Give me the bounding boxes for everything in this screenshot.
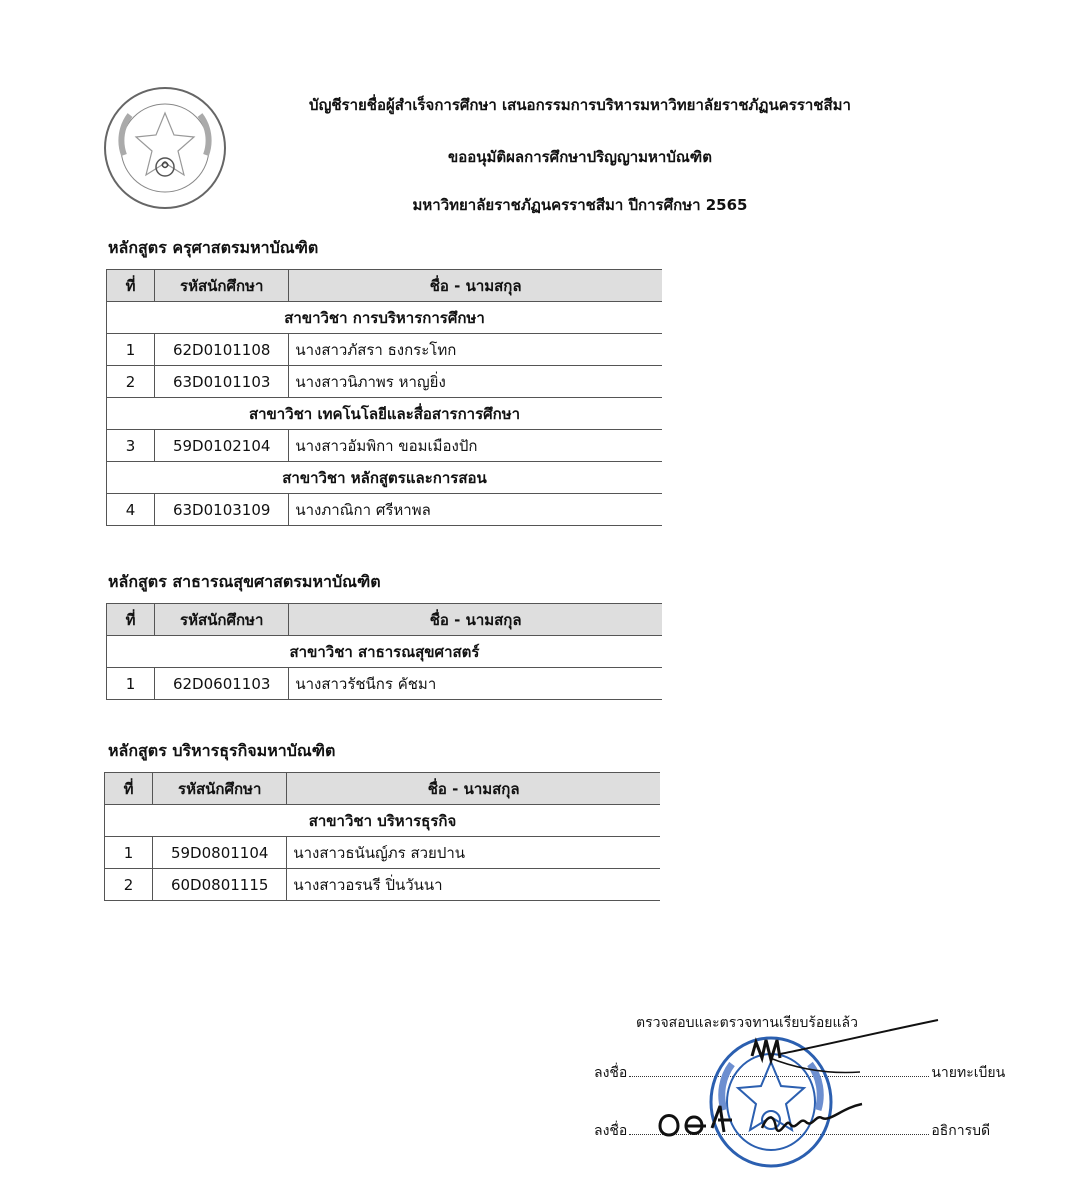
row-name: นางสาวอรนรี ปิ่นวันนา <box>287 869 660 901</box>
row-student-id: 59D0801104 <box>153 837 287 869</box>
col-header-name: ชื่อ - นามสกุล <box>289 270 662 302</box>
row-no: 3 <box>107 430 155 462</box>
row-name: นางภาณิกา ศรีหาพล <box>289 494 662 526</box>
header-line-1: บัญชีรายชื่อผู้สำเร็จการศึกษา เสนอกรรมการบริหารมหาวิทยาลัยราชภัฏนครราชสีมา <box>309 96 851 114</box>
sign-label: ลงชื่อ <box>594 1065 628 1081</box>
program-title: หลักสูตร บริหารธุรกิจมหาบัณฑิต <box>108 741 336 760</box>
col-header-no: ที่ <box>107 270 155 302</box>
role-president: อธิการบดี <box>931 1123 991 1139</box>
row-no: 2 <box>107 366 155 398</box>
program-title: หลักสูตร ครุศาสตรมหาบัณฑิต <box>108 238 319 257</box>
col-header-no: ที่ <box>107 604 155 636</box>
row-name: นางสาวนิภาพร หาญยิ่ง <box>289 366 662 398</box>
row-student-id: 59D0102104 <box>155 430 289 462</box>
row-name: นางสาวภัสรา ธงกระโทก <box>289 334 662 366</box>
row-no: 1 <box>107 668 155 700</box>
registrar-signature-icon <box>740 1018 940 1088</box>
row-no: 4 <box>107 494 155 526</box>
graduate-table <box>106 269 662 526</box>
table-row <box>107 494 663 526</box>
row-name: นางสาวรัชนีกร คัชมา <box>289 668 662 700</box>
header-line-2: ขออนุมัติผลการศึกษาปริญญามหาบัณฑิต <box>447 148 712 166</box>
col-header-student-id: รหัสนักศึกษา <box>153 773 287 805</box>
table-row <box>107 430 663 462</box>
col-header-name: ชื่อ - นามสกุล <box>287 773 660 805</box>
university-logo-icon <box>102 85 228 211</box>
row-name: นางสาวอัมพิกา ขอมเมืองปัก <box>289 430 662 462</box>
col-header-no: ที่ <box>105 773 153 805</box>
sign-label: ลงชื่อ <box>594 1123 628 1139</box>
row-name: นางสาวธนันญ์ภร สวยปาน <box>287 837 660 869</box>
president-signature-icon <box>652 1098 892 1148</box>
row-student-id: 62D0601103 <box>155 668 289 700</box>
department-row: สาขาวิชา บริหารธุรกิจ <box>105 805 661 837</box>
row-student-id: 60D0801115 <box>153 869 287 901</box>
row-student-id: 63D0103109 <box>155 494 289 526</box>
department-row: สาขาวิชา สาธารณสุขศาสตร์ <box>107 636 663 668</box>
row-student-id: 62D0101108 <box>155 334 289 366</box>
row-no: 1 <box>105 837 153 869</box>
graduate-table <box>106 603 662 700</box>
table-row <box>107 366 663 398</box>
table-row <box>105 869 661 901</box>
graduate-table <box>104 772 660 901</box>
row-no: 2 <box>105 869 153 901</box>
row-no: 1 <box>107 334 155 366</box>
table-row <box>107 668 663 700</box>
table-row <box>105 837 661 869</box>
col-header-student-id: รหัสนักศึกษา <box>155 604 289 636</box>
verified-note: ตรวจสอบและตรวจทานเรียบร้อยแล้ว <box>636 1015 858 1031</box>
department-row: สาขาวิชา การบริหารการศึกษา <box>107 302 663 334</box>
col-header-name: ชื่อ - นามสกุล <box>289 604 662 636</box>
role-registrar: นายทะเบียน <box>931 1065 1006 1081</box>
row-student-id: 63D0101103 <box>155 366 289 398</box>
department-row: สาขาวิชา หลักสูตรและการสอน <box>107 462 663 494</box>
department-row: สาขาวิชา เทคโนโลยีและสื่อสารการศึกษา <box>107 398 663 430</box>
col-header-student-id: รหัสนักศึกษา <box>155 270 289 302</box>
header-line-3: มหาวิทยาลัยราชภัฏนครราชสีมา ปีการศึกษา 2565 <box>412 196 748 214</box>
program-title: หลักสูตร สาธารณสุขศาสตรมหาบัณฑิต <box>108 572 381 591</box>
table-row <box>107 334 663 366</box>
